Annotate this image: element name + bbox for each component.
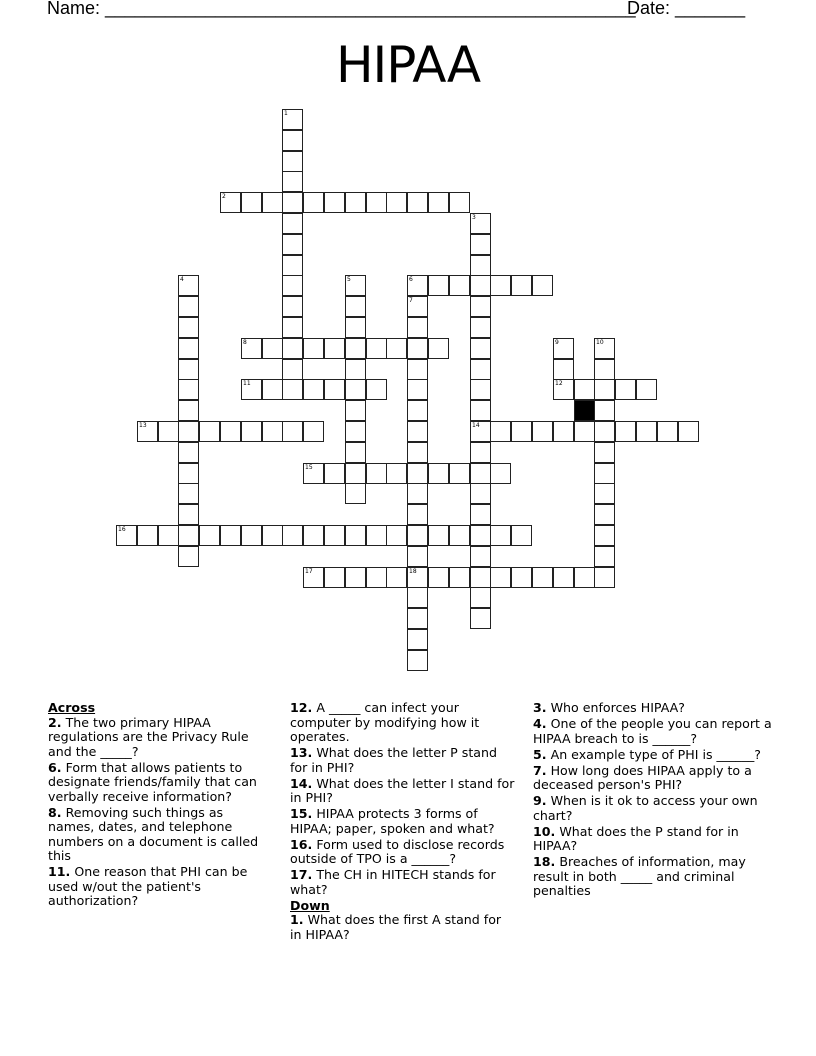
grid-cell[interactable] [366,338,387,359]
grid-cell[interactable] [594,463,615,484]
date-field[interactable]: Date: _______ [627,0,746,18]
grid-cell[interactable] [178,359,199,380]
grid-cell[interactable] [470,525,491,546]
grid-cell[interactable] [490,567,511,588]
grid-cell[interactable] [636,421,657,442]
clue-down-5: 5. An example type of PHI is ______? [533,746,761,762]
grid-cell[interactable] [407,504,428,525]
grid-cell[interactable] [511,567,532,588]
grid-cell[interactable] [407,275,428,296]
grid-cell[interactable] [366,192,387,213]
grid-cell[interactable] [490,525,511,546]
grid-cell[interactable] [386,192,407,213]
grid-cell[interactable] [345,296,366,317]
grid-cell[interactable] [345,338,366,359]
grid-cell[interactable] [594,546,615,567]
clue-across-15: 15. HIPAA protects 3 forms of HIPAA; paper, spoken and what? [290,806,495,836]
grid-cell[interactable] [407,442,428,463]
grid-cell[interactable] [324,379,345,400]
grid-cell[interactable] [137,421,158,442]
cell-number: 15 [305,464,313,471]
grid-cell[interactable] [282,338,303,359]
grid-cell[interactable] [490,421,511,442]
grid-cell[interactable] [449,275,470,296]
grid-cell[interactable] [345,192,366,213]
grid-cell[interactable] [594,379,615,400]
clue-across-6: 6. Form that allows patients to designate friends/family that can verbally receive information? [48,759,257,804]
grid-cell[interactable] [470,546,491,567]
grid-cell[interactable] [324,525,345,546]
clue-down-9: 9. When is it ok to access your own chart? [533,793,758,823]
grid-cell[interactable] [178,504,199,525]
grid-cell[interactable] [574,379,595,400]
grid-cell[interactable] [324,338,345,359]
grid-cell[interactable] [282,234,303,255]
cell-number: 3 [472,214,476,221]
grid-cell[interactable] [470,463,491,484]
grid-cell[interactable] [470,317,491,338]
grid-cell[interactable] [303,567,324,588]
grid-cell[interactable] [366,379,387,400]
grid-cell[interactable] [470,421,491,442]
grid-cell[interactable] [428,192,449,213]
grid-cell[interactable] [615,421,636,442]
grid-cell[interactable] [282,317,303,338]
grid-cell[interactable] [324,567,345,588]
grid-cell[interactable] [345,442,366,463]
grid-cell[interactable] [241,421,262,442]
grid-cell[interactable] [511,421,532,442]
down-heading: Down [290,897,330,913]
grid-cell[interactable] [407,317,428,338]
grid-cell[interactable] [282,275,303,296]
grid-cell[interactable] [366,525,387,546]
grid-cell[interactable] [303,379,324,400]
grid-cell[interactable] [407,192,428,213]
grid-cell[interactable] [553,379,574,400]
grid-cell[interactable] [262,421,283,442]
grid-cell[interactable] [407,359,428,380]
grid-cell[interactable] [303,338,324,359]
grid-cell[interactable] [158,525,179,546]
grid-cell[interactable] [407,629,428,650]
grid-cell[interactable] [178,379,199,400]
grid-cell[interactable] [345,483,366,504]
grid-cell[interactable] [282,151,303,172]
grid-cell[interactable] [470,359,491,380]
grid-cell[interactable] [490,275,511,296]
grid-cell[interactable] [324,192,345,213]
cell-number: 2 [222,193,226,200]
clue-across-17: 17. The CH in HITECH stands for what? [290,867,496,897]
grid-cell[interactable] [199,525,220,546]
grid-cell[interactable] [428,525,449,546]
across-heading: Across [48,700,96,715]
grid-cell[interactable] [303,525,324,546]
grid-cell[interactable] [345,463,366,484]
grid-cell[interactable] [470,296,491,317]
grid-cell[interactable] [282,421,303,442]
grid-cell[interactable] [345,317,366,338]
grid-cell[interactable] [657,421,678,442]
clues-column-1 [48,701,273,910]
clue-down-1: 1. What does the first A stand for in HIPAA? [290,912,502,942]
clues-column-3 [533,701,773,900]
grid-cell[interactable] [407,483,428,504]
grid-cell[interactable] [262,525,283,546]
grid-cell[interactable] [532,567,553,588]
grid-cell[interactable] [407,421,428,442]
grid-cell[interactable] [532,421,553,442]
grid-cell[interactable] [345,275,366,296]
grid-cell[interactable] [282,192,303,213]
clue-across-13: 13. What does the letter P stand for in PHI? [290,745,497,775]
grid-cell[interactable] [282,109,303,130]
grid-cell[interactable] [407,650,428,671]
grid-cell[interactable] [241,338,262,359]
grid-cell[interactable] [282,213,303,234]
grid-cell[interactable] [407,608,428,629]
grid-cell[interactable] [282,359,303,380]
grid-cell[interactable] [615,379,636,400]
grid-cell[interactable] [594,359,615,380]
grid-cell[interactable] [470,442,491,463]
grid-cell[interactable] [470,234,491,255]
grid-cell[interactable] [282,379,303,400]
grid-cell[interactable] [282,255,303,276]
grid-cell[interactable] [594,421,615,442]
grid-cell[interactable] [470,400,491,421]
cell-number: 4 [180,276,184,283]
grid-cell[interactable] [407,463,428,484]
cell-number: 18 [409,568,417,575]
grid-cell[interactable] [262,379,283,400]
grid-cell[interactable] [178,442,199,463]
grid-cell[interactable] [407,587,428,608]
grid-cell[interactable] [366,463,387,484]
clue-down-18: 18. Breaches of information, may result in both _____ and criminal penalties [533,854,746,898]
grid-cell[interactable] [116,525,137,546]
grid-cell[interactable] [470,483,491,504]
clue-down-10: 10. What does the P stand for in HIPAA? [533,823,739,853]
grid-cell[interactable] [407,525,428,546]
grid-cell[interactable] [449,525,470,546]
grid-cell[interactable] [303,463,324,484]
grid-cell[interactable] [178,338,199,359]
grid-cell[interactable] [199,421,220,442]
cell-number: 14 [472,422,480,429]
grid-cell[interactable] [553,359,574,380]
shaded-cell [574,400,595,421]
grid-cell[interactable] [470,608,491,629]
grid-cell[interactable] [178,483,199,504]
grid-cell[interactable] [407,400,428,421]
grid-cell[interactable] [594,525,615,546]
grid-cell[interactable] [407,546,428,567]
clue-across-8: 8. Removing such things as names, dates, and telephone numbers on a document is called this [48,804,259,863]
grid-cell[interactable] [386,463,407,484]
clue-across-12: 12. A _____ can infect your computer by modifying how it operates. [290,700,480,744]
page-title: HIPAA [335,36,481,94]
grid-cell[interactable] [428,275,449,296]
grid-cell[interactable] [470,567,491,588]
grid-cell[interactable] [470,338,491,359]
grid-cell[interactable] [345,525,366,546]
grid-cell[interactable] [386,338,407,359]
grid-cell[interactable] [407,296,428,317]
grid-cell[interactable] [636,379,657,400]
grid-cell[interactable] [345,379,366,400]
grid-cell[interactable] [282,171,303,192]
grid-cell[interactable] [158,421,179,442]
clue-across-16: 16. Form used to disclose records outside of TPO is a ______? [290,836,505,866]
grid-cell[interactable] [470,379,491,400]
cell-number: 17 [305,568,313,575]
grid-cell[interactable] [594,400,615,421]
grid-cell[interactable] [532,275,553,296]
grid-cell[interactable] [553,421,574,442]
grid-cell[interactable] [470,587,491,608]
grid-cell[interactable] [220,192,241,213]
grid-cell[interactable] [262,192,283,213]
grid-cell[interactable] [594,338,615,359]
grid-cell[interactable] [594,442,615,463]
grid-cell[interactable] [178,421,199,442]
grid-cell[interactable] [594,483,615,504]
grid-cell[interactable] [178,275,199,296]
grid-cell[interactable] [594,504,615,525]
cell-number: 8 [243,339,247,346]
cell-number: 6 [409,276,413,283]
grid-cell[interactable] [366,567,387,588]
cell-number: 9 [555,339,559,346]
clue-across-2: 2. The two primary HIPAA regulations are the Privacy Rule and the _____? [48,714,249,759]
grid-cell[interactable] [282,130,303,151]
grid-cell[interactable] [553,567,574,588]
cell-number: 13 [139,422,147,429]
grid-cell[interactable] [178,296,199,317]
name-field[interactable]: Name: _____________________________________________________ [47,0,636,18]
grid-cell[interactable] [511,525,532,546]
grid-cell[interactable] [345,421,366,442]
grid-cell[interactable] [345,359,366,380]
grid-cell[interactable] [574,567,595,588]
grid-cell[interactable] [470,213,491,234]
cell-number: 1 [284,110,288,117]
grid-cell[interactable] [449,192,470,213]
cell-number: 5 [347,276,351,283]
cell-number: 11 [243,380,251,387]
grid-cell[interactable] [386,567,407,588]
grid-cell[interactable] [178,525,199,546]
clue-down-7: 7. How long does HIPAA apply to a deceased person's PHI? [533,762,752,792]
clues-column-2 [290,701,515,944]
grid-cell[interactable] [678,421,699,442]
grid-cell[interactable] [241,379,262,400]
grid-cell[interactable] [449,567,470,588]
cell-number: 7 [409,297,413,304]
grid-cell[interactable] [241,192,262,213]
grid-cell[interactable] [178,546,199,567]
grid-cell[interactable] [407,567,428,588]
grid-cell[interactable] [282,525,303,546]
grid-cell[interactable] [470,275,491,296]
grid-cell[interactable] [178,317,199,338]
grid-cell[interactable] [303,192,324,213]
grid-cell[interactable] [407,338,428,359]
grid-cell[interactable] [386,525,407,546]
grid-cell[interactable] [428,338,449,359]
grid-cell[interactable] [282,296,303,317]
grid-cell[interactable] [428,463,449,484]
grid-cell[interactable] [428,567,449,588]
grid-cell[interactable] [574,421,595,442]
cell-number: 10 [596,339,604,346]
grid-cell[interactable] [345,567,366,588]
grid-cell[interactable] [470,255,491,276]
grid-cell[interactable] [241,525,262,546]
grid-cell[interactable] [262,338,283,359]
grid-cell[interactable] [220,525,241,546]
clue-across-14: 14. What does the letter I stand for in PHI? [290,775,515,805]
clue-across-11: 11. One reason that PHI can be used w/out the patient's authorization? [48,864,248,908]
cell-number: 12 [555,380,563,387]
cell-number: 16 [118,526,126,533]
grid-cell[interactable] [449,463,470,484]
grid-cell[interactable] [220,421,241,442]
grid-cell[interactable] [407,379,428,400]
clue-down-3: 3. Who enforces HIPAA? [533,700,685,715]
grid-cell[interactable] [324,463,345,484]
grid-cell[interactable] [553,338,574,359]
grid-cell[interactable] [470,504,491,525]
clue-down-4: 4. One of the people you can report a HIPAA breach to is ______? [533,716,772,746]
grid-cell[interactable] [511,275,532,296]
grid-cell[interactable] [345,400,366,421]
grid-cell[interactable] [490,463,511,484]
grid-cell[interactable] [178,463,199,484]
grid-cell[interactable] [303,421,324,442]
grid-cell[interactable] [137,525,158,546]
grid-cell[interactable] [594,567,615,588]
grid-cell[interactable] [178,400,199,421]
